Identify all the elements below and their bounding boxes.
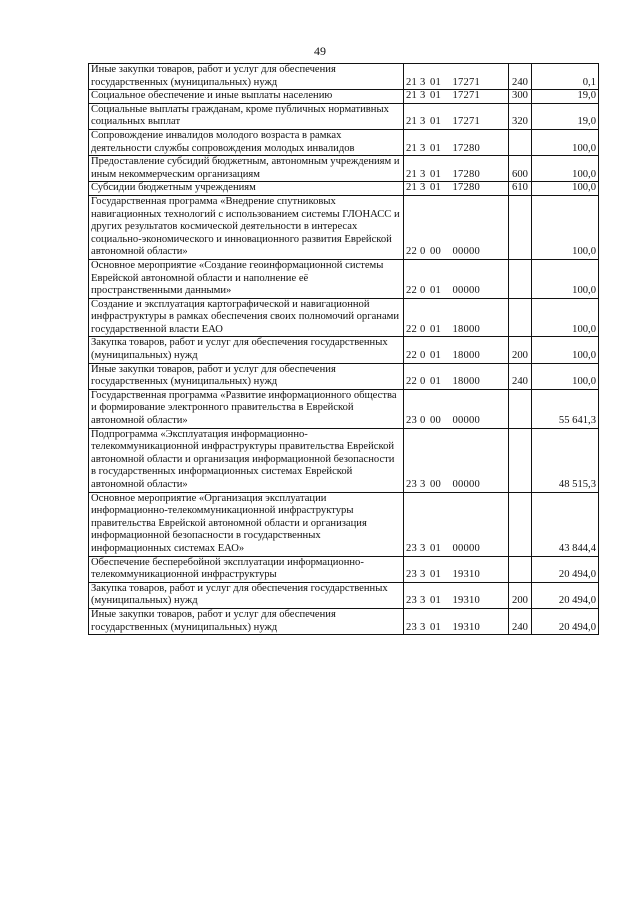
code-part-c2: 3 bbox=[420, 90, 426, 102]
row-description: Государственная программа «Развитие информационного общества и формирование электронного правительства в Еврейской автономной области» bbox=[89, 389, 404, 428]
row-budget-code bbox=[404, 492, 509, 556]
code-part-c3: 00 bbox=[430, 479, 441, 490]
code-part-c4: 00000 bbox=[452, 415, 480, 427]
code-part-c3: 01 bbox=[430, 595, 441, 607]
code-part-c1: 22 bbox=[406, 323, 417, 335]
table-row bbox=[89, 608, 599, 634]
row-amount: 19,0 bbox=[532, 103, 599, 129]
code-part-c3: 01 bbox=[430, 116, 441, 128]
code-part-c4: 18000 bbox=[452, 323, 480, 335]
code-part-c3: 01 bbox=[430, 90, 441, 102]
code-part-c3: 00 bbox=[430, 415, 441, 427]
code-part-c1: 23 bbox=[406, 595, 417, 607]
row-description: Иные закупки товаров, работ и услуг для обеспечения государственных (муниципальных) нужд bbox=[89, 363, 404, 389]
row-amount: 100,0 bbox=[532, 195, 599, 259]
code-part-c2: 3 bbox=[420, 621, 426, 633]
code-part-c3: 01 bbox=[430, 76, 441, 88]
code-part-c2: 3 bbox=[420, 76, 426, 88]
table-row bbox=[89, 182, 599, 196]
row-amount: 20 494,0 bbox=[532, 608, 599, 634]
row-expense-type: 600 bbox=[509, 156, 532, 182]
code-part-c4: 00000 bbox=[452, 542, 480, 554]
row-budget-code bbox=[404, 195, 509, 259]
row-budget-code bbox=[404, 156, 509, 182]
code-part-c3: 01 bbox=[430, 168, 441, 180]
code-part-c1: 21 bbox=[406, 76, 417, 88]
row-description: Предоставление субсидий бюджетным, автономным учреждениям и иным некоммерческим организациям bbox=[89, 156, 404, 182]
code-part-c3: 01 bbox=[430, 285, 441, 297]
table-row bbox=[89, 492, 599, 556]
code-part-c1: 22 bbox=[406, 350, 417, 362]
row-amount: 100,0 bbox=[532, 182, 599, 196]
table-row bbox=[89, 103, 599, 129]
row-description: Иные закупки товаров, работ и услуг для обеспечения государственных (муниципальных) нужд bbox=[89, 64, 404, 90]
code-part-c2: 3 bbox=[420, 142, 426, 154]
row-expense-type bbox=[509, 129, 532, 155]
row-expense-type bbox=[509, 259, 532, 298]
row-expense-type bbox=[509, 195, 532, 259]
row-budget-code bbox=[404, 129, 509, 155]
row-budget-code bbox=[404, 259, 509, 298]
code-part-c1: 22 bbox=[406, 246, 417, 258]
code-part-c3: 01 bbox=[430, 142, 441, 154]
row-budget-code bbox=[404, 298, 509, 337]
row-expense-type bbox=[509, 428, 532, 492]
table-row bbox=[89, 129, 599, 155]
row-budget-code bbox=[404, 428, 509, 492]
row-expense-type: 240 bbox=[509, 363, 532, 389]
row-expense-type: 200 bbox=[509, 582, 532, 608]
code-part-c2: 3 bbox=[420, 569, 426, 581]
row-expense-type bbox=[509, 298, 532, 337]
code-part-c1: 23 bbox=[406, 415, 417, 427]
row-description: Субсидии бюджетным учреждениям bbox=[89, 182, 404, 196]
budget-table bbox=[88, 63, 599, 635]
row-amount: 20 494,0 bbox=[532, 556, 599, 582]
code-part-c4: 18000 bbox=[452, 376, 480, 388]
code-part-c4: 19310 bbox=[452, 595, 480, 607]
code-part-c2: 0 bbox=[420, 285, 426, 297]
row-expense-type: 240 bbox=[509, 608, 532, 634]
table-row bbox=[89, 156, 599, 182]
table-row bbox=[89, 428, 599, 492]
row-description: Закупка товаров, работ и услуг для обеспечения государственных (муниципальных) нужд bbox=[89, 337, 404, 363]
code-part-c1: 21 bbox=[406, 182, 417, 194]
row-amount: 100,0 bbox=[532, 363, 599, 389]
code-part-c4: 17280 bbox=[452, 168, 480, 180]
row-description: Социальное обеспечение и иные выплаты населению bbox=[89, 90, 404, 104]
code-part-c2: 0 bbox=[420, 376, 426, 388]
table-row bbox=[89, 363, 599, 389]
code-part-c2: 0 bbox=[420, 246, 426, 258]
code-part-c1: 21 bbox=[406, 142, 417, 154]
row-description: Закупка товаров, работ и услуг для обеспечения государственных (муниципальных) нужд bbox=[89, 582, 404, 608]
row-budget-code bbox=[404, 389, 509, 428]
code-part-c2: 3 bbox=[420, 116, 426, 128]
row-amount: 100,0 bbox=[532, 156, 599, 182]
code-part-c3: 01 bbox=[430, 569, 441, 581]
row-budget-code bbox=[404, 363, 509, 389]
row-description: Подпрограмма «Эксплуатация информационно-телекоммуникационной инфраструктуры правительства Еврейской автономной области и организация информационной безопасности в государственных информационных системах Еврейской автономной области» bbox=[89, 428, 404, 492]
row-budget-code bbox=[404, 582, 509, 608]
row-budget-code bbox=[404, 556, 509, 582]
code-part-c2: 3 bbox=[420, 182, 426, 194]
code-part-c2: 3 bbox=[420, 168, 426, 180]
code-part-c4: 19310 bbox=[452, 569, 480, 581]
code-part-c3: 01 bbox=[430, 182, 441, 194]
table-row bbox=[89, 582, 599, 608]
row-expense-type: 610 bbox=[509, 182, 532, 196]
row-amount: 48 515,3 bbox=[532, 428, 599, 492]
code-part-c2: 3 bbox=[420, 479, 426, 490]
code-part-c4: 00000 bbox=[452, 285, 480, 297]
code-part-c3: 01 bbox=[430, 376, 441, 388]
code-part-c1: 23 bbox=[406, 621, 417, 633]
row-budget-code bbox=[404, 103, 509, 129]
row-amount: 0,1 bbox=[532, 64, 599, 90]
code-part-c1: 23 bbox=[406, 479, 417, 490]
code-part-c4: 17271 bbox=[452, 116, 480, 128]
row-description: Основное мероприятие «Организация эксплуатации информационно-телекоммуникационной инфраструктуры правительства Еврейской автономной области и организация информационной безопасности в государственных информационных системах ЕАО» bbox=[89, 492, 404, 556]
code-part-c1: 21 bbox=[406, 116, 417, 128]
row-amount: 55 641,3 bbox=[532, 389, 599, 428]
table-row bbox=[89, 298, 599, 337]
row-amount: 100,0 bbox=[532, 298, 599, 337]
row-amount: 20 494,0 bbox=[532, 582, 599, 608]
budget-table-body bbox=[89, 64, 599, 635]
row-budget-code bbox=[404, 64, 509, 90]
row-description: Основное мероприятие «Создание геоинформационной системы Еврейской автономной области и наполнение её пространственными данными» bbox=[89, 259, 404, 298]
code-part-c1: 22 bbox=[406, 376, 417, 388]
row-budget-code bbox=[404, 337, 509, 363]
code-part-c2: 3 bbox=[420, 595, 426, 607]
row-description: Социальные выплаты гражданам, кроме публичных нормативных социальных выплат bbox=[89, 103, 404, 129]
row-expense-type: 200 bbox=[509, 337, 532, 363]
row-amount: 43 844,4 bbox=[532, 492, 599, 556]
row-amount: 100,0 bbox=[532, 259, 599, 298]
code-part-c1: 22 bbox=[406, 285, 417, 297]
page-number: 49 bbox=[314, 44, 326, 58]
code-part-c4: 00000 bbox=[452, 246, 480, 258]
row-amount: 100,0 bbox=[532, 337, 599, 363]
code-part-c1: 21 bbox=[406, 90, 417, 102]
row-description: Государственная программа «Внедрение спутниковых навигационных технологий с использованием системы ГЛОНАСС и других результатов космической деятельности в интересах социально-экономического и инновационного развития Еврейской автономной области» bbox=[89, 195, 404, 259]
code-part-c3: 01 bbox=[430, 323, 441, 335]
code-part-c4: 17271 bbox=[452, 76, 480, 88]
row-budget-code bbox=[404, 182, 509, 196]
code-part-c2: 3 bbox=[420, 542, 426, 554]
table-row bbox=[89, 556, 599, 582]
code-part-c4: 17271 bbox=[452, 90, 480, 102]
table-row bbox=[89, 389, 599, 428]
row-expense-type bbox=[509, 389, 532, 428]
code-part-c3: 01 bbox=[430, 350, 441, 362]
code-part-c1: 21 bbox=[406, 168, 417, 180]
table-row bbox=[89, 195, 599, 259]
row-description: Иные закупки товаров, работ и услуг для обеспечения государственных (муниципальных) нужд bbox=[89, 608, 404, 634]
code-part-c2: 0 bbox=[420, 415, 426, 427]
code-part-c2: 0 bbox=[420, 350, 426, 362]
row-budget-code bbox=[404, 90, 509, 104]
code-part-c3: 01 bbox=[430, 542, 441, 554]
table-row bbox=[89, 259, 599, 298]
code-part-c2: 0 bbox=[420, 323, 426, 335]
row-expense-type bbox=[509, 556, 532, 582]
row-expense-type: 300 bbox=[509, 90, 532, 104]
row-expense-type bbox=[509, 492, 532, 556]
code-part-c3: 00 bbox=[430, 246, 441, 258]
table-row bbox=[89, 64, 599, 90]
row-expense-type: 240 bbox=[509, 64, 532, 90]
table-row bbox=[89, 90, 599, 104]
row-description: Создание и эксплуатация картографической и навигационной инфраструктуры в рамках обеспечения своих полномочий органами государственной власти ЕАО bbox=[89, 298, 404, 337]
row-amount: 19,0 bbox=[532, 90, 599, 104]
row-description: Сопровождение инвалидов молодого возраста в рамках деятельности службы сопровождения молодых инвалидов bbox=[89, 129, 404, 155]
code-part-c1: 23 bbox=[406, 569, 417, 581]
row-description: Обеспечение бесперебойной эксплуатации информационно-телекоммуникационной инфраструктуры bbox=[89, 556, 404, 582]
code-part-c4: 19310 bbox=[452, 621, 480, 633]
table-row bbox=[89, 337, 599, 363]
code-part-c4: 17280 bbox=[452, 142, 480, 154]
row-amount: 100,0 bbox=[532, 129, 599, 155]
code-part-c4: 17280 bbox=[452, 182, 480, 194]
code-part-c3: 01 bbox=[430, 621, 441, 633]
code-part-c4: 00000 bbox=[452, 479, 480, 490]
row-expense-type: 320 bbox=[509, 103, 532, 129]
code-part-c1: 23 bbox=[406, 542, 417, 554]
row-budget-code bbox=[404, 608, 509, 634]
code-part-c4: 18000 bbox=[452, 350, 480, 362]
